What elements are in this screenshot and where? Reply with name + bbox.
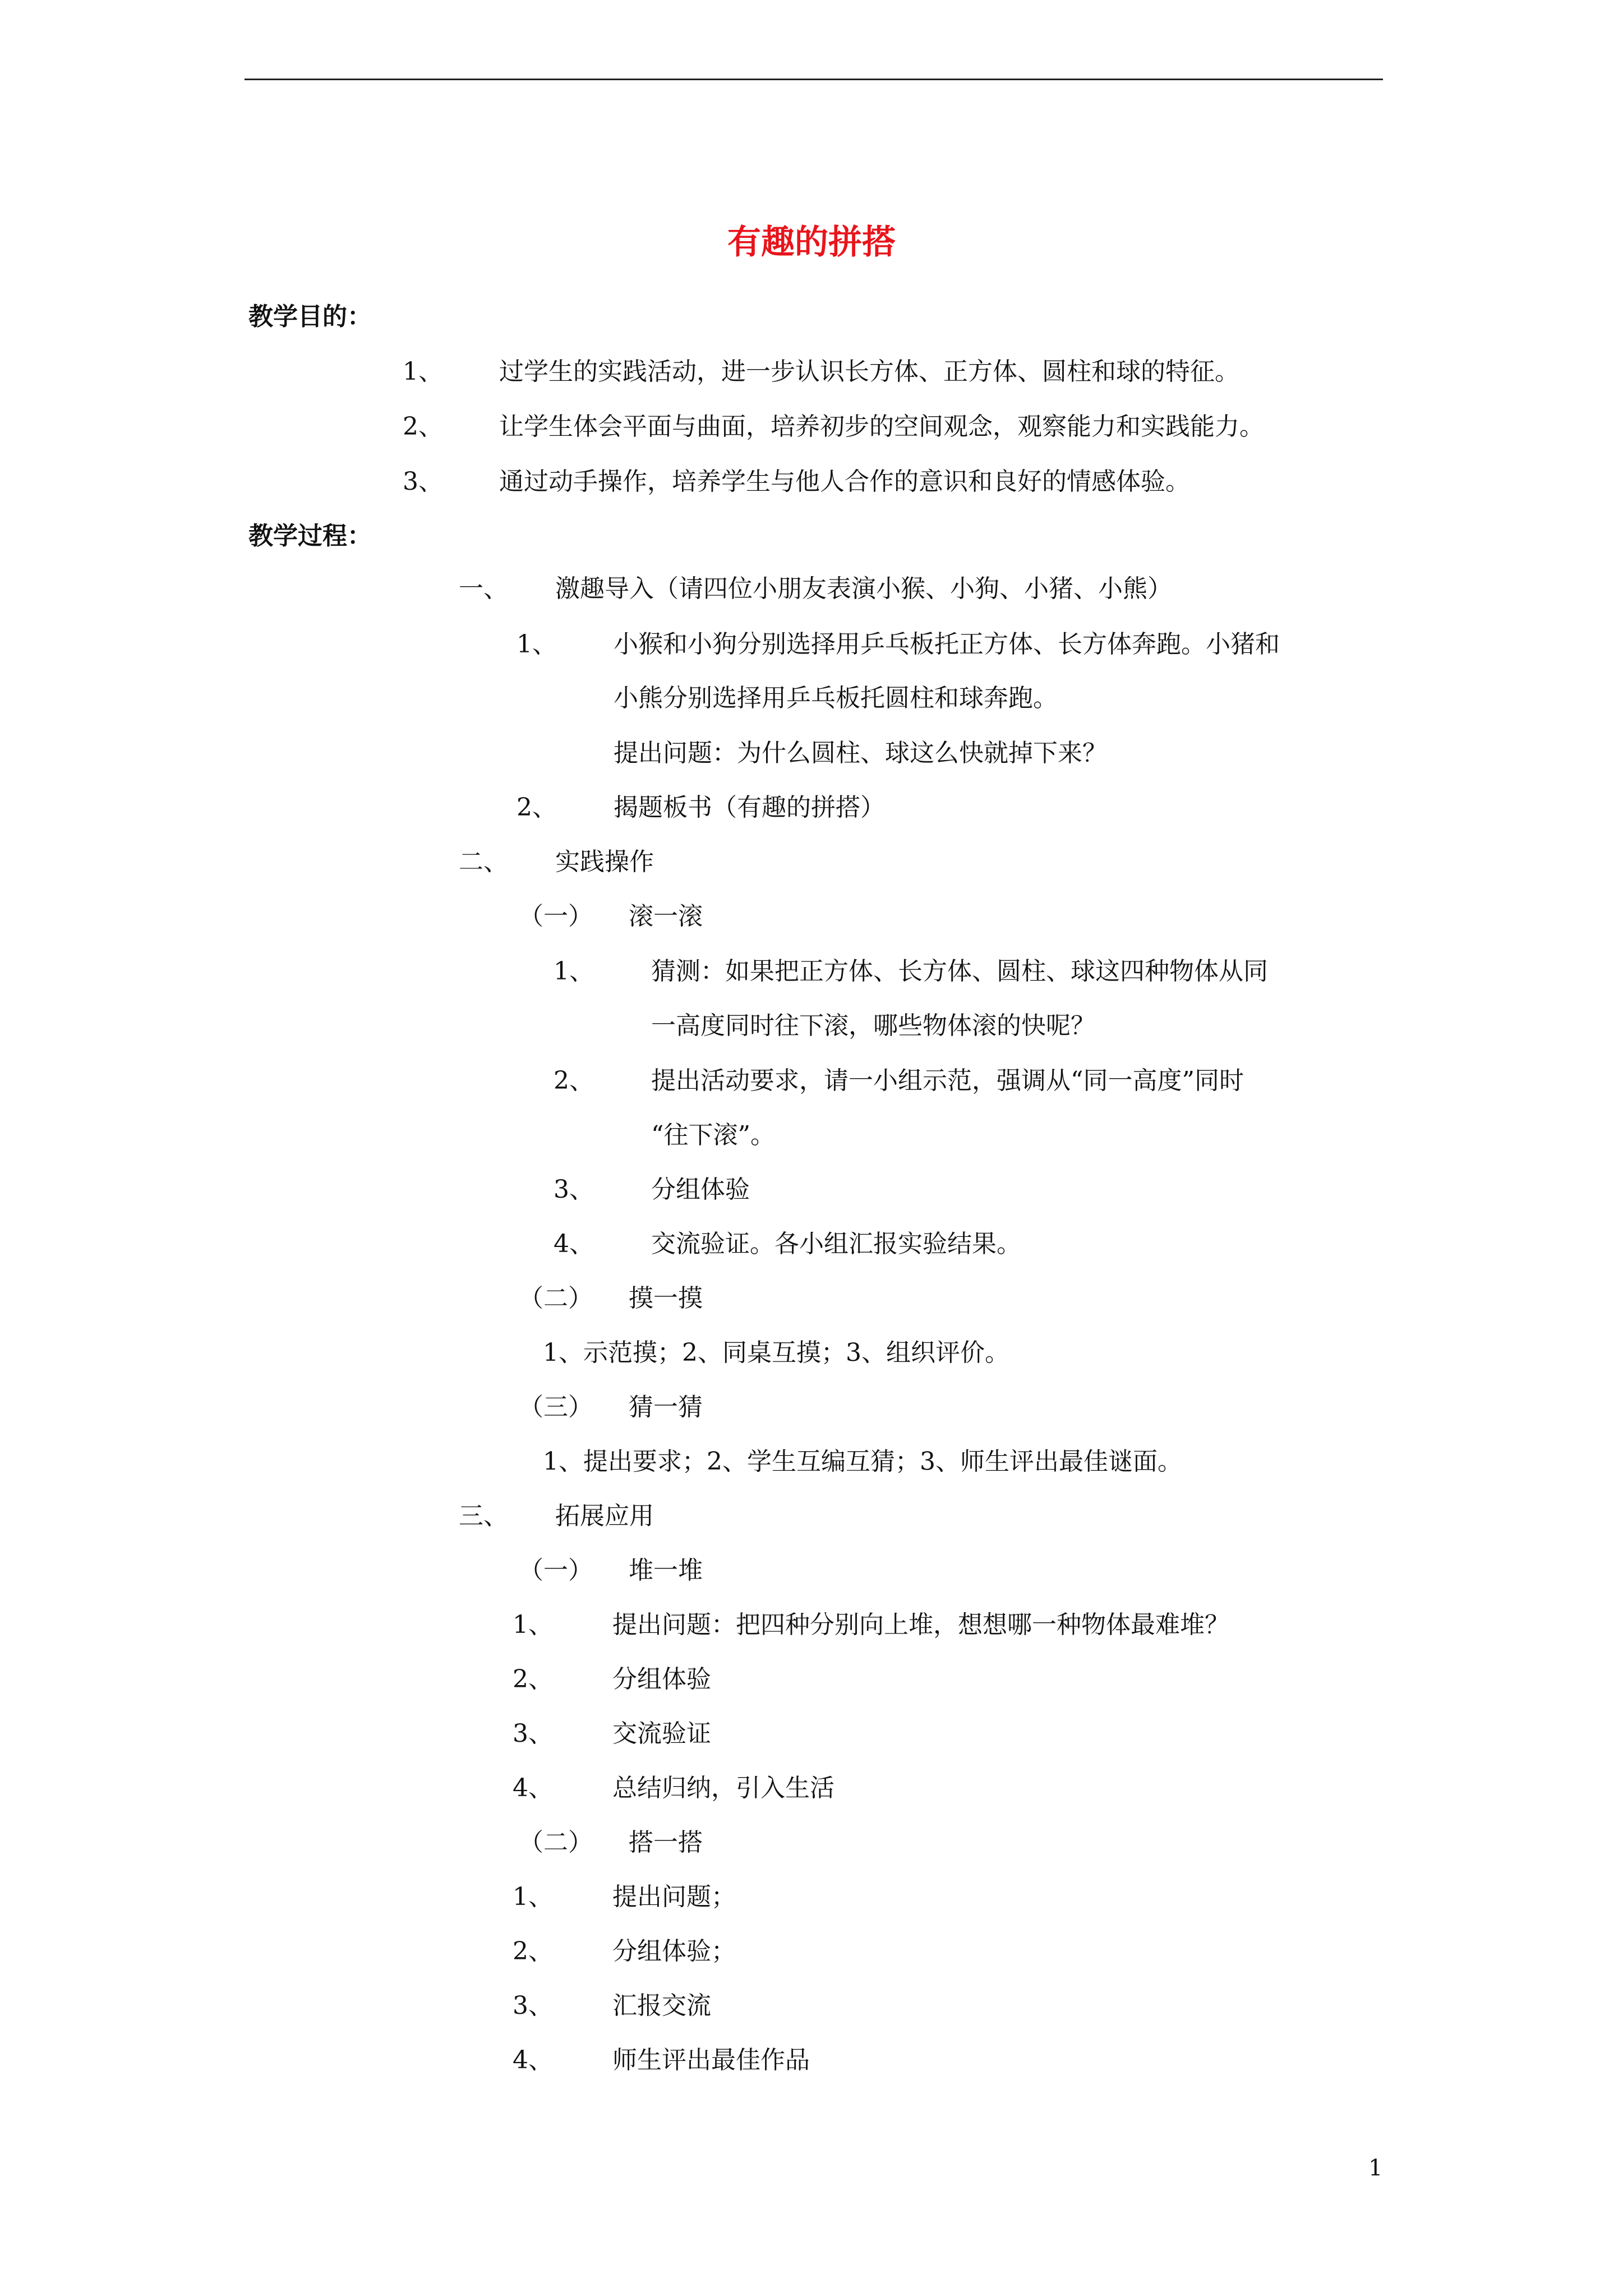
item-text: 猜测：如果把正方体、长方体、圆柱、球这四种物体从同 [651, 957, 1268, 986]
part-title: 拓展应用 [555, 1502, 654, 1530]
subpart-title: 堆一堆 [629, 1556, 703, 1585]
item-text: 小熊分别选择用乒乓板托圆柱和球奔跑。 [614, 684, 1058, 712]
document-title: 有趣的拼搭 [727, 223, 896, 262]
item-number: 2、 [517, 793, 557, 822]
item-text: 一高度同时往下滚，哪些物体滚的快呢？ [651, 1011, 1095, 1040]
item-number: 1、 [517, 630, 557, 659]
subpart-detail: 1、示范摸；2、同桌互摸；3、组织评价。 [543, 1338, 1009, 1367]
item-text: 师生评出最佳作品 [612, 2046, 810, 2074]
subpart-title: 滚一滚 [629, 902, 703, 931]
goal-text: 让学生体会平面与曲面，培养初步的空间观念，观察能力和实践能力。 [499, 412, 1264, 441]
subpart-number: （一） [519, 902, 593, 931]
item-number: 1、 [554, 957, 594, 986]
item-text: 交流验证 [612, 1719, 711, 1748]
item-number: 1、 [513, 1883, 553, 1911]
goal-number: 2、 [403, 412, 443, 441]
goals-heading: 教学目的： [248, 302, 372, 331]
item-number: 4、 [513, 2046, 553, 2074]
item-text: 提出问题：把四种分别向上堆，想想哪一种物体最难堆？ [612, 1611, 1229, 1639]
item-number: 2、 [554, 1066, 594, 1095]
item-number: 3、 [513, 1991, 553, 2020]
item-number: 2、 [513, 1937, 553, 1966]
goal-text: 通过动手操作，培养学生与他人合作的意识和良好的情感体验。 [499, 467, 1190, 496]
subpart-title: 猜一猜 [629, 1393, 703, 1421]
header-rule [245, 79, 1383, 80]
item-text: 分组体验 [612, 1665, 711, 1694]
item-text: 提出问题； [612, 1883, 736, 1911]
subpart-title: 搭一搭 [629, 1828, 703, 1857]
part-number: 二、 [459, 848, 508, 876]
subpart-title: 摸一摸 [629, 1284, 703, 1313]
item-number: 2、 [513, 1665, 553, 1694]
subpart-detail: 1、提出要求；2、学生互编互猜；3、师生评出最佳谜面。 [543, 1447, 1182, 1476]
subpart-number: （一） [519, 1556, 593, 1585]
item-text: 提出活动要求，请一小组示范，强调从“同一高度”同时 [651, 1066, 1244, 1095]
part-title: 激趣导入（请四位小朋友表演小猴、小狗、小猪、小熊） [555, 574, 1172, 603]
part-number: 一、 [459, 574, 508, 603]
goal-number: 3、 [403, 467, 443, 496]
item-text: 提出问题：为什么圆柱、球这么快就掉下来？ [614, 739, 1107, 767]
item-text: “往下滚”。 [651, 1121, 775, 1149]
part-title: 实践操作 [555, 848, 654, 876]
item-number: 4、 [513, 1774, 553, 1802]
item-text: 交流验证。各小组汇报实验结果。 [651, 1230, 1021, 1258]
goal-number: 1、 [403, 357, 443, 386]
subpart-number: （二） [519, 1828, 593, 1857]
item-text: 揭题板书（有趣的拼搭） [614, 793, 885, 822]
item-text: 总结归纳，引入生活 [612, 1774, 834, 1802]
subpart-number: （二） [519, 1284, 593, 1313]
process-heading: 教学过程： [248, 522, 372, 550]
page-number: 1 [1368, 2155, 1383, 2181]
part-number: 三、 [459, 1502, 508, 1530]
goal-text: 过学生的实践活动，进一步认识长方体、正方体、圆柱和球的特征。 [499, 357, 1239, 386]
subpart-number: （三） [519, 1393, 593, 1421]
item-text: 分组体验 [651, 1175, 750, 1204]
item-number: 3、 [513, 1719, 553, 1748]
item-text: 小猴和小狗分别选择用乒乓板托正方体、长方体奔跑。小猪和 [614, 630, 1280, 659]
item-text: 汇报交流 [612, 1991, 711, 2020]
item-number: 3、 [554, 1175, 594, 1204]
item-number: 4、 [554, 1230, 594, 1258]
item-text: 分组体验； [612, 1937, 736, 1966]
item-number: 1、 [513, 1611, 553, 1639]
